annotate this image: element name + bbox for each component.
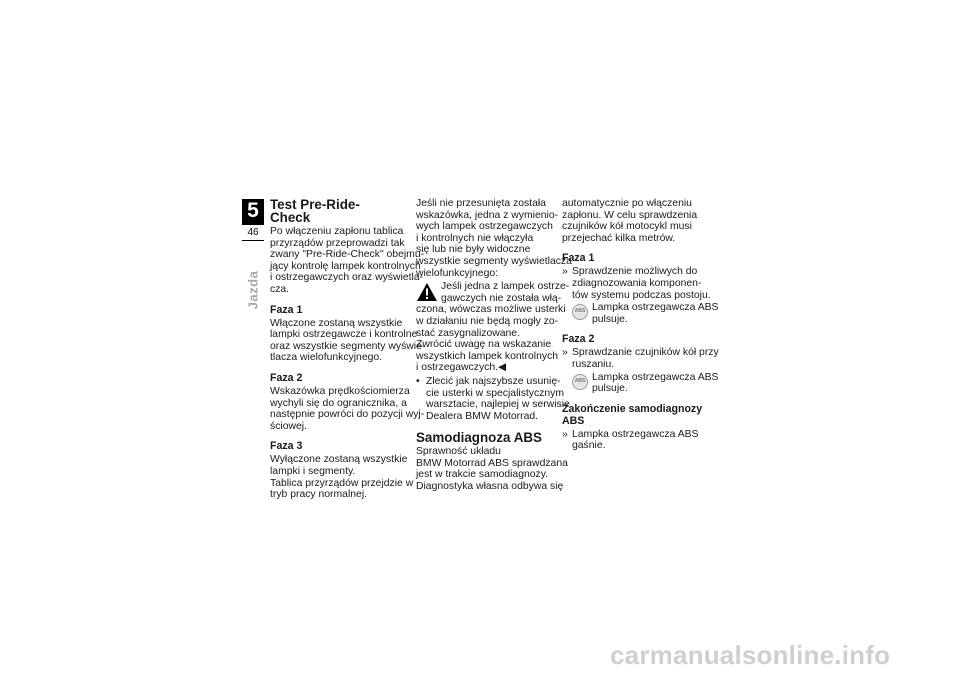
text-line: automatycznie po włączeniu xyxy=(562,198,692,209)
bullet-chevron: » xyxy=(562,266,568,278)
heading-line: Zakończenie samodiagnozy xyxy=(562,402,703,415)
phase-2-heading: Faza 2 xyxy=(562,333,595,346)
phase-1-heading: Faza 1 xyxy=(562,252,595,265)
warning-text xyxy=(416,304,566,374)
text-line: Lampka ostrzegawcza ABS xyxy=(592,371,719,383)
text-line: tlacza wielofunkcyjnego. xyxy=(270,352,383,364)
text-line: jest w trakcie samodiagnozy. xyxy=(416,469,549,481)
bullet-text xyxy=(572,429,702,452)
text-line: cie usterki w specjalistycznym xyxy=(426,387,565,399)
text-line: przyrządów przeprowadzi tak xyxy=(270,237,405,249)
text-line: i ostrzegawczych.◀ xyxy=(416,362,506,374)
text-line: Jeśli nie przesunięta została xyxy=(416,198,546,209)
bullet-item xyxy=(562,429,702,452)
bullet-item xyxy=(562,347,719,395)
warning-triangle-icon xyxy=(416,282,438,302)
text-line: Zlecić jak najszybsze usunię- xyxy=(426,375,561,387)
text-line: stać zasygnalizowane. xyxy=(416,327,520,339)
text-line: pulsuje. xyxy=(592,383,628,395)
chapter-tab xyxy=(242,199,264,241)
phase-3-heading: Faza 3 xyxy=(270,440,303,453)
bullet-chevron: » xyxy=(562,347,568,359)
text-line: Sprawdzenie możliwych do xyxy=(572,266,698,278)
text-line: wszystkie segmenty wyświetlacza xyxy=(416,255,572,267)
chapter-number: 5 xyxy=(247,199,259,222)
text-line: tów systemu podczas postoju. xyxy=(572,289,711,301)
intro-paragraph xyxy=(270,226,425,296)
text-line: Sprawdzanie czujników kół przy xyxy=(572,347,719,359)
text-line: warsztacie, najlepiej w serwisie xyxy=(426,399,570,411)
bullet-text xyxy=(572,266,718,325)
warning-indented-text xyxy=(441,281,569,304)
text-line: Włączone zostaną wszystkie xyxy=(270,317,403,329)
title-line: Check xyxy=(270,210,311,225)
text-line: następnie powróci do pozycji wyj- xyxy=(270,409,425,421)
bullet-item xyxy=(416,375,570,422)
title-line: Test Pre-Ride- xyxy=(270,197,360,212)
phase-1-paragraph xyxy=(270,317,426,364)
column-3 xyxy=(562,198,719,452)
text-line: i kontrolnych nie włączyła xyxy=(416,232,534,244)
text-line: zapłonu. W celu sprawdzenia xyxy=(562,209,698,221)
abs-paragraph xyxy=(416,446,568,493)
text-line: się lub nie były widoczne xyxy=(416,244,531,256)
text-line: Wskazówka prędkościomierza xyxy=(270,385,410,397)
text-line: w działaniu nie będą mogły zo- xyxy=(416,315,559,327)
phase-2-paragraph xyxy=(270,385,425,432)
heading-line: ABS xyxy=(562,414,585,427)
text-line: wychyli się do ogranicznika, a xyxy=(270,397,407,409)
text-line: Zwrócić uwagę na wskazanie xyxy=(416,339,552,351)
bullet-text xyxy=(572,347,719,394)
text-line: Tablica przyrządów przejdzie w xyxy=(270,477,414,489)
text-line: zwany "Pre-Ride-Check" obejmu- xyxy=(270,249,425,261)
text-line: lampki ostrzegawcze i kontrolne xyxy=(270,329,418,341)
text-line: Wyłączone zostaną wszystkie xyxy=(270,454,408,466)
phase-3-paragraph xyxy=(270,454,414,501)
text-line: czona, wówczas możliwe usterki xyxy=(416,304,566,316)
text-line: BMW Motorrad ABS sprawdzana xyxy=(416,457,568,469)
text-line: wskazówka, jedna z wymienio- xyxy=(416,209,559,221)
page-number: 46 xyxy=(242,225,264,240)
section-title-abs-self-diagnosis: Samodiagnoza ABS xyxy=(416,430,542,446)
warning-note xyxy=(416,281,570,304)
column-2 xyxy=(416,198,572,493)
bullet-dot: • xyxy=(416,375,420,387)
chapter-side-label: Jazda xyxy=(245,270,261,310)
text-line: ruszaniu. xyxy=(572,358,615,370)
intro-paragraph xyxy=(416,198,572,279)
text-line: oraz wszystkie segmenty wyświe- xyxy=(270,340,426,352)
text-line: Lampka ostrzegawcza ABS xyxy=(592,302,719,314)
end-of-self-diagnosis-heading xyxy=(562,403,702,427)
abs-warning-light-icon: ABS xyxy=(572,304,588,320)
text-line: gawczych nie została włą- xyxy=(441,292,562,304)
phase-1-heading: Faza 1 xyxy=(270,303,303,316)
text-line: czujników kół motocykl musi xyxy=(562,221,692,233)
text-line: wielofunkcyjnego: xyxy=(416,267,499,279)
text-line: Sprawność układu xyxy=(416,446,501,458)
abs-note-text xyxy=(592,302,718,325)
phase-2-heading: Faza 2 xyxy=(270,371,303,384)
text-line: przejechać kilka metrów. xyxy=(562,232,676,244)
text-line: i ostrzegawczych oraz wyświetla- xyxy=(270,272,424,284)
text-line: jący kontrolę lampek kontrolnych xyxy=(270,260,421,272)
abs-indicator-note xyxy=(572,302,718,325)
text-line: ściowej. xyxy=(270,420,307,432)
bullet-item xyxy=(562,266,719,325)
text-line: lampki i segmenty. xyxy=(270,465,356,477)
text-line: pulsuje. xyxy=(592,313,628,325)
abs-note-text xyxy=(592,372,718,395)
text-line: Dealera BMW Motorrad. xyxy=(426,410,539,422)
section-title-pre-ride-check xyxy=(270,198,410,224)
continued-paragraph xyxy=(562,198,702,244)
text-line: Diagnostyka własna odbywa się xyxy=(416,481,564,493)
bullet-text xyxy=(426,376,570,422)
text-line: tryb pracy normalnej. xyxy=(270,489,368,501)
abs-indicator-note xyxy=(572,372,719,395)
column-1 xyxy=(270,197,426,501)
text-line: Jeśli jedna z lampek ostrze- xyxy=(441,281,570,293)
text-line: wych lampek ostrzegawczych xyxy=(416,221,553,233)
text-line: Lampka ostrzegawcza ABS xyxy=(572,428,699,440)
text-line: cza. xyxy=(270,283,290,295)
text-line: wszystkich lampek kontrolnych xyxy=(416,350,559,362)
abs-warning-light-icon: ABS xyxy=(572,374,588,390)
bullet-chevron: » xyxy=(562,428,568,440)
text-line: zdiagnozowania komponen- xyxy=(572,277,702,289)
watermark: carmanualsonline.info xyxy=(610,640,891,670)
text-line: Po włączeniu zapłonu tablica xyxy=(270,226,404,237)
text-line: gaśnie. xyxy=(572,440,606,452)
